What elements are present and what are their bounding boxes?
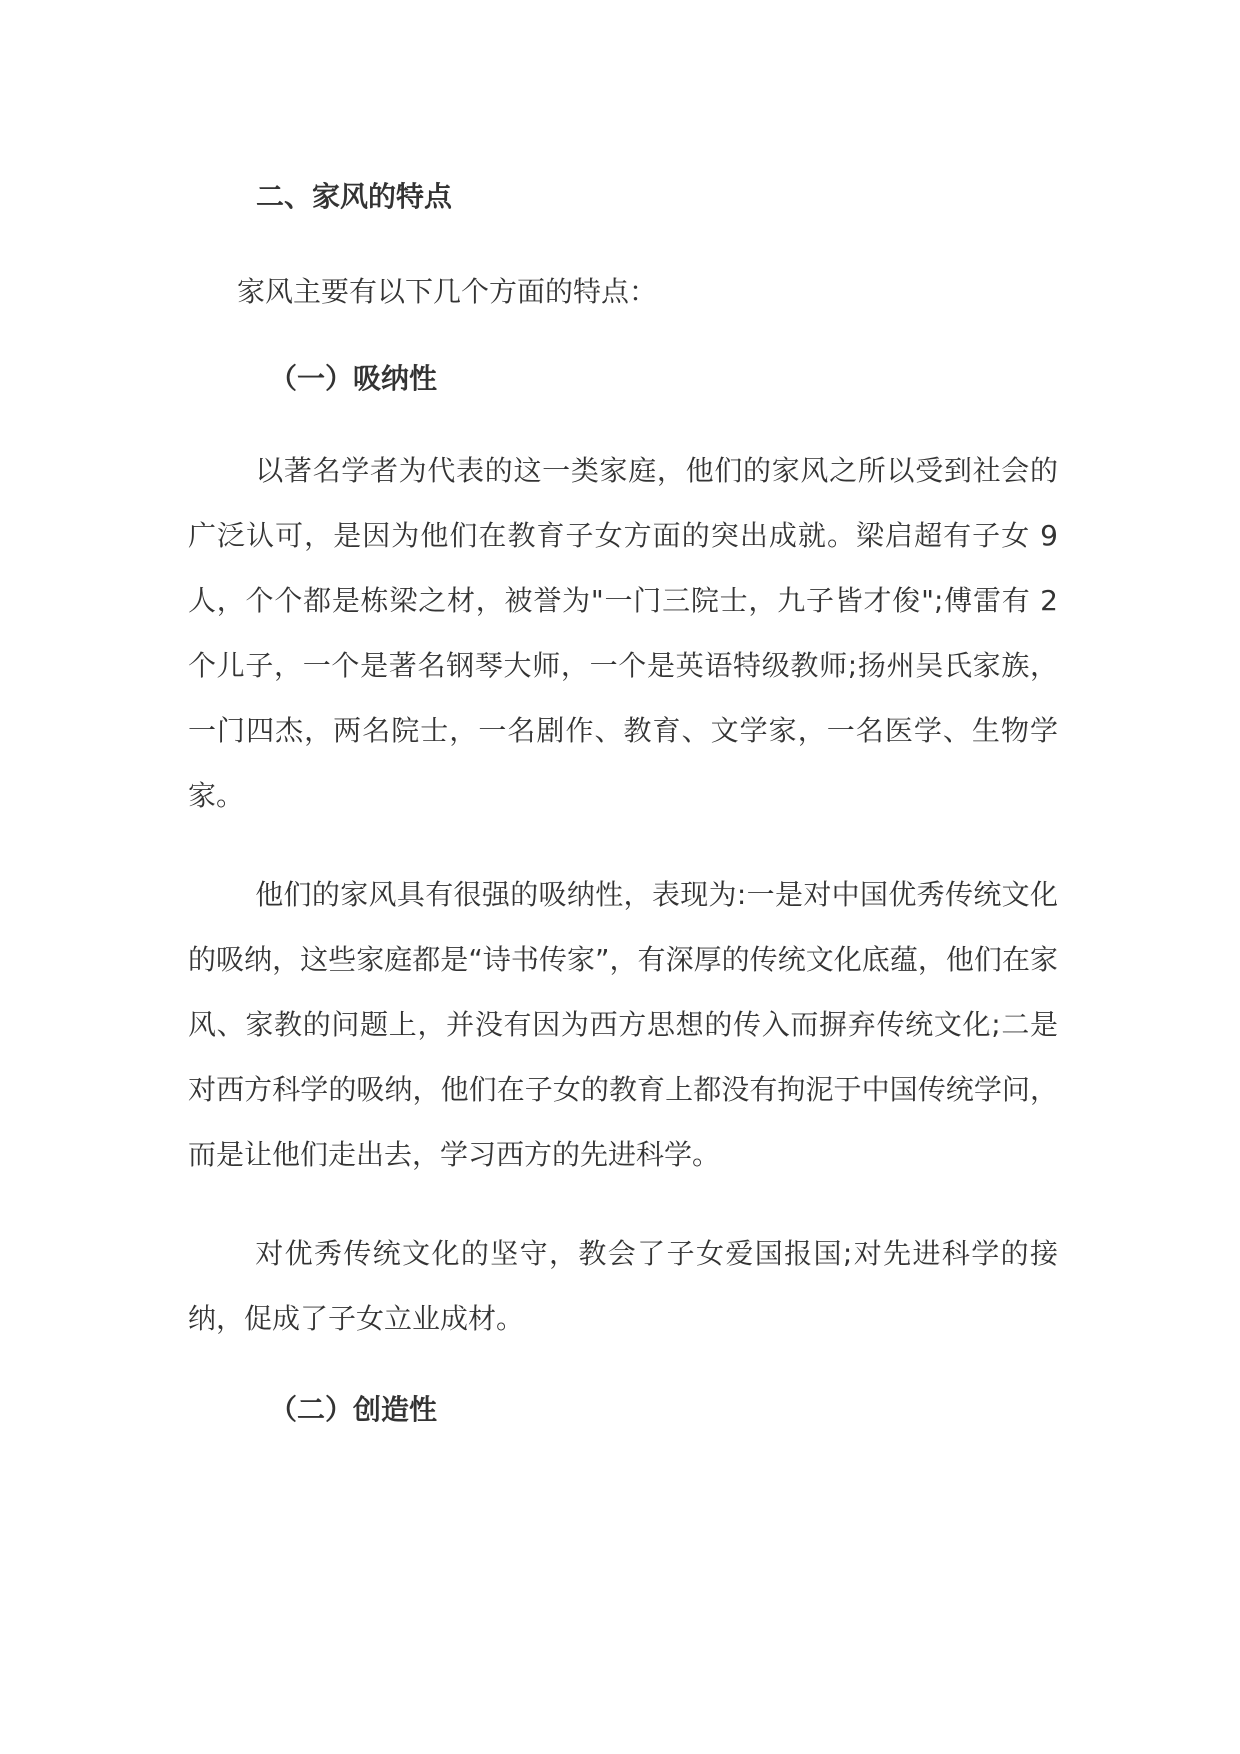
body-paragraph: 对优秀传统文化的坚守，教会了子女爱国报国;对先进科学的接纳，促成了子女立业成材。 (188, 1237, 1058, 1335)
intro-paragraph: 家风主要有以下几个方面的特点： (237, 275, 658, 308)
section-heading: 二、家风的特点 (256, 180, 453, 213)
subsection-heading-absorptive: （一）吸纳性 (269, 362, 438, 395)
body-paragraph: 他们的家风具有很强的吸纳性，表现为:一是对中国优秀传统文化的吸纳，这些家庭都是“诗书传家”，有深厚的传统文化底蕴，他们在家风、家教的问题上，并没有因为西方思想的传入而摒弃传统文化;二是对西方科学的吸纳，他们在子女的教育上都没有拘泥于中国传统学问，而是让他们走出去，学习西方的先进科学。 (188, 878, 1058, 1171)
subsection-heading-creative: （二）创造性 (269, 1393, 438, 1426)
body-paragraph: 以著名学者为代表的这一类家庭，他们的家风之所以受到社会的广泛认可，是因为他们在教育子女方面的突出成就。梁启超有子女 9 人，个个都是栋梁之材，被誉为"一门三院士，九子皆才俊";傅雷有 2 个儿子，一个是著名钢琴大师，一个是英语特级教师;扬州吴氏家族，一门四杰，两名院士，一名剧作、教育、文学家，一名医学、生物学家。 (188, 454, 1058, 812)
